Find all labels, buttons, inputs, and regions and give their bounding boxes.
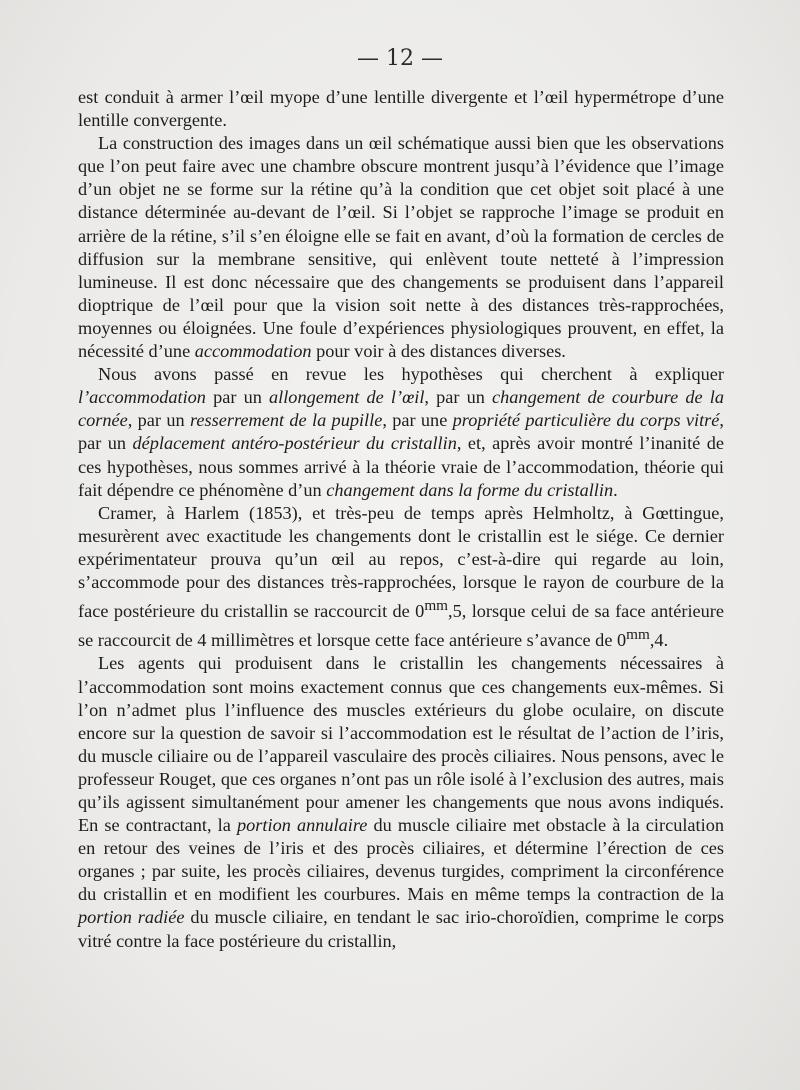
italic-run: accommodation [194, 341, 312, 362]
text-run: est conduit à armer l’œil myope d’une lentille divergente et l’œil hypermétrope d’une lentille convergente. [78, 87, 724, 131]
text-run: pour voir à des distances diverses. [311, 341, 566, 362]
paragraph [78, 652, 724, 952]
text-run: , par un [78, 410, 724, 454]
body-text [78, 86, 724, 953]
superscript-run: mm [626, 626, 650, 644]
italic-run: portion annulaire [237, 815, 368, 836]
text-run: , par un [424, 387, 493, 408]
text-run: . [613, 479, 618, 500]
text-run: ,5, lorsque celui de sa face antérieure se raccourcit de 4 millimètres et lorsque cette face antérieure s’avance de 0 [78, 601, 724, 651]
paragraph [78, 363, 724, 502]
text-run: Les agents qui produisent dans le cristallin les changements nécessaires à l’accommodation sont moins exactement connus que ces changements eux-mêmes. Si l’on n’admet plus l’influence des muscles extérieurs du globe oculaire, on discute encore sur la question de savoir si l’accommodation est le résultat de l’action de l’iris, du muscle ciliaire ou de l’appareil vasculaire des procès ciliaires. Nous pensons, avec le professeur Rouget, que ces organes n’ont pas un rôle isolé à l’exclusion des autres, mais qu’ils agissent simultanément pour amener les changements que nous avons indiqués. En se contractant, la [78, 653, 724, 836]
text-run: , par une [382, 410, 453, 431]
italic-run: portion radiée [78, 907, 185, 928]
text-run: La construction des images dans un œil schématique aussi bien que les observations que l’on peut faire avec une chambre obscure montrent jusqu’à l’évidence que l’image d’un objet ne se forme sur la rétine qu’à la condition que cet objet soit placé à une distance déterminée au-devant de l’œil. Si l’objet se rapproche l’image se produit en arrière de la rétine, s’il s’en éloigne elle se fait en avant, d’où la formation de cercles de diffusion sur la membrane sensitive, qui enlèvent toute netteté à l’impression lumineuse. Il est donc nécessaire que des changements se produisent dans l’appareil dioptrique de l’œil pour que la vision soit nette à des distances très-rapprochées, moyennes ou éloignées. Une foule d’expériences physiologiques prouvent, en effet, la nécessité d’une [78, 133, 724, 362]
italic-run: changement de courbure de la cornée [78, 387, 724, 431]
text-run: du muscle ciliaire, en tendant le sac irio-choroïdien, comprime le corps vitré contre la face postérieure du cristallin, [78, 907, 724, 951]
italic-run: resserrement de la pupille [189, 410, 383, 431]
text-run: , et, après avoir montré l’inanité de ces hypothèses, nous sommes arrivé à la théorie vraie de l’accommodation, théorie qui fait dépendre ce phénomène d’un [78, 433, 724, 500]
paragraph [78, 86, 724, 132]
paragraph [78, 502, 724, 653]
italic-run: propriété particulière du corps vitré [452, 410, 720, 431]
text-run: par un [205, 387, 269, 408]
paragraph [78, 132, 724, 363]
superscript-run: mm [424, 597, 449, 615]
text-run: Nous avons passé en revue les hypothèses qui cherchent à expliquer [98, 364, 724, 385]
italic-run: allongement de l’œil [269, 387, 425, 408]
italic-run: l’accommodation [78, 387, 206, 408]
italic-run: déplacement antéro-postérieur du cristallin [132, 433, 457, 454]
text-run: , par un [127, 410, 190, 431]
page-number: — 12 — [357, 46, 443, 71]
text-run: Cramer, à Harlem (1853), et très-peu de temps après Helmholtz, à Gœttingue, mesurèrent avec exactitude les changements dont le cristallin est le siége. Ce dernier expérimentateur prouva qu’un œil au repos, c’est-à-dire qui regarde au loin, s’accommode pour des distances très-rapprochées, lorsque le rayon de courbure de la face postérieure du cristallin se raccourcit de 0 [78, 502, 724, 622]
italic-run: changement dans la forme du cristallin [326, 479, 614, 500]
text-run: ,4. [649, 630, 669, 651]
text-run: du muscle ciliaire met obstacle à la circulation en retour des veines de l’iris et des procès ciliaires, et détermine l’érection de ces organes ; par suite, les procès ciliaires, devenus turgides, compriment la circonférence du cristallin et en modifient les courbures. Mais en même temps la contraction de la [78, 815, 724, 905]
